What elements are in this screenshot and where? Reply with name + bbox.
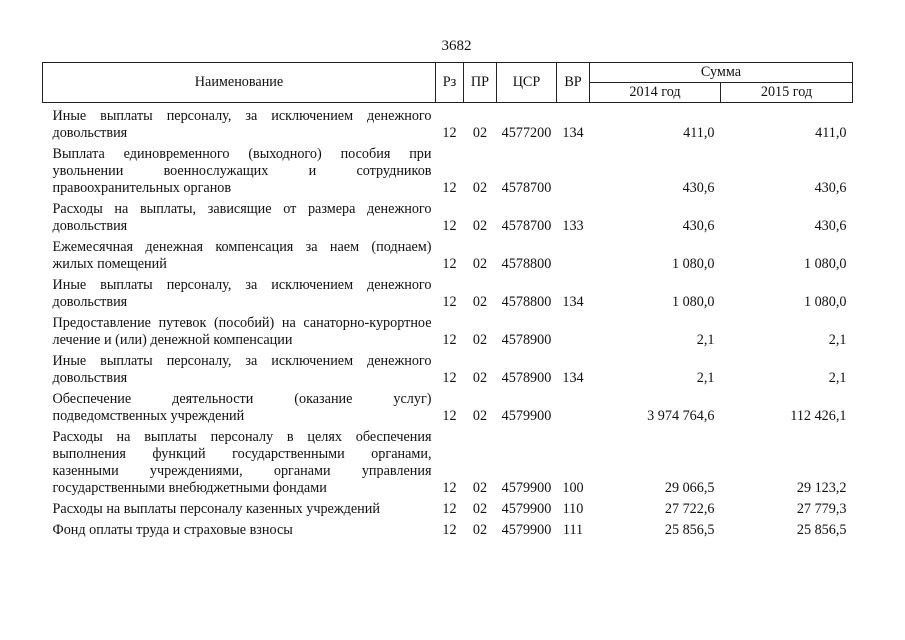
row-pr: 02 (472, 125, 488, 141)
row-2015: 1 080,0 (803, 256, 847, 272)
row-2015: 411,0 (815, 125, 847, 141)
row-rz: 12 (442, 294, 457, 310)
row-vr: 134 (562, 125, 584, 141)
row-2015: 2,1 (828, 332, 847, 348)
table-body (43, 103, 853, 544)
row-rz: 12 (442, 332, 457, 348)
row-pr: 02 (472, 332, 488, 348)
row-rz: 12 (442, 180, 457, 196)
budget-table (42, 62, 853, 543)
row-name: Иные выплаты персоналу, за исключением денежного довольствия (52, 353, 432, 386)
table-row (43, 391, 853, 429)
row-2015: 1 080,0 (803, 294, 847, 310)
header-year-2015: 2015 год (721, 83, 853, 103)
row-pr: 02 (472, 256, 488, 272)
header-sum: Сумма (590, 63, 853, 83)
row-vr: 111 (562, 522, 584, 538)
row-csr: 4578900 (501, 370, 552, 386)
table-row (43, 353, 853, 391)
row-csr: 4579900 (501, 522, 552, 538)
row-name: Иные выплаты персоналу, за исключением денежного довольствия (52, 277, 432, 310)
row-2015: 112 426,1 (790, 408, 847, 424)
row-vr (557, 315, 590, 353)
row-2014: 29 066,5 (664, 480, 715, 496)
header-vr: ВР (557, 63, 590, 103)
row-pr: 02 (472, 180, 488, 196)
row-vr (557, 239, 590, 277)
row-pr: 02 (472, 370, 488, 386)
row-vr: 133 (562, 218, 584, 234)
row-vr: 134 (562, 294, 584, 310)
row-csr: 4578800 (501, 294, 552, 310)
row-2015: 430,6 (814, 218, 847, 234)
row-2015: 2,1 (828, 370, 847, 386)
row-2014: 430,6 (682, 180, 715, 196)
table-header (43, 63, 853, 103)
row-csr: 4579900 (501, 480, 552, 496)
row-name: Фонд оплаты труда и страховые взносы (52, 522, 293, 538)
row-name: Иные выплаты персоналу, за исключением денежного довольствия (52, 108, 432, 141)
row-rz: 12 (442, 218, 457, 234)
row-name: Ежемесячная денежная компенсация за наем (поднаем) жилых помещений (52, 239, 432, 272)
row-2014: 1 080,0 (671, 294, 715, 310)
row-pr: 02 (472, 218, 488, 234)
row-2015: 29 123,2 (796, 480, 847, 496)
table-row (43, 429, 853, 501)
row-csr: 4578700 (501, 180, 552, 196)
row-rz: 12 (442, 408, 457, 424)
row-csr: 4579900 (501, 501, 552, 517)
row-pr: 02 (472, 294, 488, 310)
row-rz: 12 (442, 480, 457, 496)
row-2014: 430,6 (682, 218, 715, 234)
row-csr: 4579900 (501, 408, 552, 424)
row-2014: 411,0 (683, 125, 715, 141)
row-rz: 12 (442, 522, 457, 538)
row-2014: 25 856,5 (664, 522, 715, 538)
row-name: Предоставление путевок (пособий) на санаторно-курортное лечение и (или) денежной компенсации (52, 315, 432, 348)
header-csr: ЦСР (497, 63, 557, 103)
row-vr: 100 (562, 480, 584, 496)
page-number: 3682 (441, 38, 472, 54)
row-vr: 110 (562, 501, 584, 517)
row-rz: 12 (442, 501, 457, 517)
row-pr: 02 (472, 480, 488, 496)
row-rz: 12 (442, 125, 457, 141)
table-row (43, 201, 853, 239)
row-pr: 02 (472, 501, 488, 517)
row-vr: 134 (562, 370, 584, 386)
row-rz: 12 (442, 370, 457, 386)
row-2015: 430,6 (814, 180, 847, 196)
row-2014: 27 722,6 (664, 501, 715, 517)
row-2014: 2,1 (696, 370, 715, 386)
row-pr: 02 (472, 522, 488, 538)
row-rz: 12 (442, 256, 457, 272)
row-2014: 3 974 764,6 (647, 408, 715, 424)
header-name: Наименование (43, 63, 436, 103)
row-2014: 2,1 (696, 332, 715, 348)
row-vr (557, 391, 590, 429)
table-row (43, 103, 853, 147)
row-csr: 4578700 (501, 218, 552, 234)
row-pr: 02 (472, 408, 488, 424)
table-row (43, 146, 853, 201)
row-csr: 4578900 (501, 332, 552, 348)
table-row (43, 501, 853, 522)
row-name: Выплата единовременного (выходного) пособия при увольнении военнослужащих и сотрудников правоохранительных органов (52, 146, 432, 196)
row-2014: 1 080,0 (671, 256, 715, 272)
table-row (43, 239, 853, 277)
table-row (43, 315, 853, 353)
row-csr: 4578800 (501, 256, 552, 272)
row-2015: 27 779,3 (796, 501, 847, 517)
row-name: Расходы на выплаты персоналу в целях обеспечения выполнения функций государственными органами, казенными учреждениями, органами управления государственными внебюджетными фондами (52, 429, 432, 496)
header-pr: ПР (464, 63, 497, 103)
row-vr (557, 146, 590, 201)
row-2015: 25 856,5 (796, 522, 847, 538)
header-year-2014: 2014 год (590, 83, 721, 103)
table-row (43, 277, 853, 315)
row-name: Расходы на выплаты персоналу казенных учреждений (52, 501, 380, 517)
row-csr: 4577200 (501, 125, 552, 141)
header-rz: Рз (436, 63, 464, 103)
row-name: Расходы на выплаты, зависящие от размера денежного довольствия (52, 201, 432, 234)
row-name: Обеспечение деятельности (оказание услуг) подведомственных учреждений (52, 391, 432, 424)
table-row (43, 522, 853, 543)
